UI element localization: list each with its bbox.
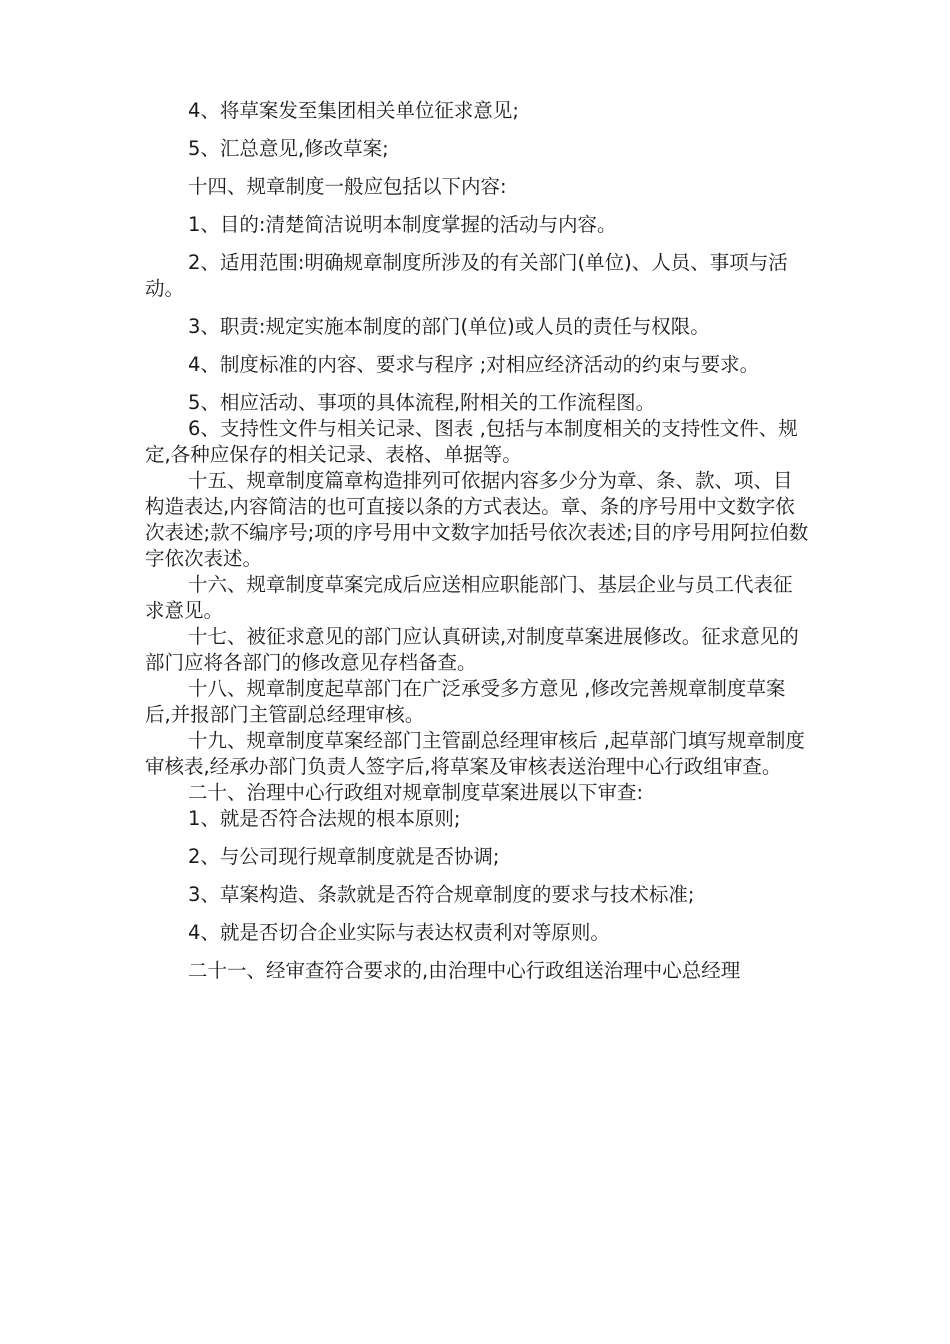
paragraph-8: 5、相应活动、事项的具体流程,附相关的工作流程图。 <box>188 391 656 414</box>
paragraph-13: 十八、规章制度起草部门在广泛承受多方意见 ,修改完善规章制度草案后,并报部门主管副总经理审核。 <box>145 677 786 726</box>
paragraph-2: 5、汇总意见,修改草案; <box>188 137 389 160</box>
paragraph-6: 3、职责:规定实施本制度的部门(单位)或人员的责任与权限。 <box>188 315 710 338</box>
paragraph-12: 十七、被征求意见的部门应认真研读,对制度草案进展修改。征求意见的部门应将各部门的修改意见存档备查。 <box>145 625 799 674</box>
paragraph-20: 二十一、经审查符合要求的,由治理中心行政组送治理中心总经理 <box>188 959 741 982</box>
paragraph-4: 1、目的:清楚简洁说明本制度掌握的活动与内容。 <box>188 213 617 236</box>
paragraph-5: 2、适用范围:明确规章制度所涉及的有关部门(单位)、人员、事项与活动。 <box>145 251 788 300</box>
paragraph-10: 十五、规章制度篇章构造排列可依据内容多少分为章、条、款、项、目构造表达,内容简洁的也可直接以条的方式表达。章、条的序号用中文数字依次表述;款不编序号;项的序号用中文数字加括号依次表述;目的序号用阿拉伯数字依次表述。 <box>145 469 809 570</box>
document-body <box>145 98 810 996</box>
paragraph-7: 4、制度标准的内容、要求与程序 ;对相应经济活动的约束与要求。 <box>188 353 760 376</box>
paragraph-11: 十六、规章制度草案完成后应送相应职能部门、基层企业与员工代表征求意见。 <box>145 573 793 622</box>
paragraph-17: 2、与公司现行规章制度就是否协调; <box>188 845 500 868</box>
paragraph-15: 二十、治理中心行政组对规章制度草案进展以下审查: <box>188 781 644 804</box>
paragraph-9: 6、支持性文件与相关记录、图表 ,包括与本制度相关的支持性文件、规定,各种应保存的相关记录、表格、单据等。 <box>145 417 798 466</box>
paragraph-18: 3、草案构造、条款就是否符合规章制度的要求与技术标准; <box>188 883 695 906</box>
paragraph-19: 4、就是否切合企业实际与表达权责利对等原则。 <box>188 921 610 944</box>
paragraph-3: 十四、规章制度一般应包括以下内容: <box>188 175 507 198</box>
paragraph-1: 4、将草案发至集团相关单位征求意见; <box>188 99 519 122</box>
paragraph-14: 十九、规章制度草案经部门主管副总经理审核后 ,起草部门填写规章制度审核表,经承办部门负责人签字后,将草案及审核表送治理中心行政组审查。 <box>145 729 805 778</box>
paragraph-16: 1、就是否符合法规的根本原则; <box>188 807 461 830</box>
